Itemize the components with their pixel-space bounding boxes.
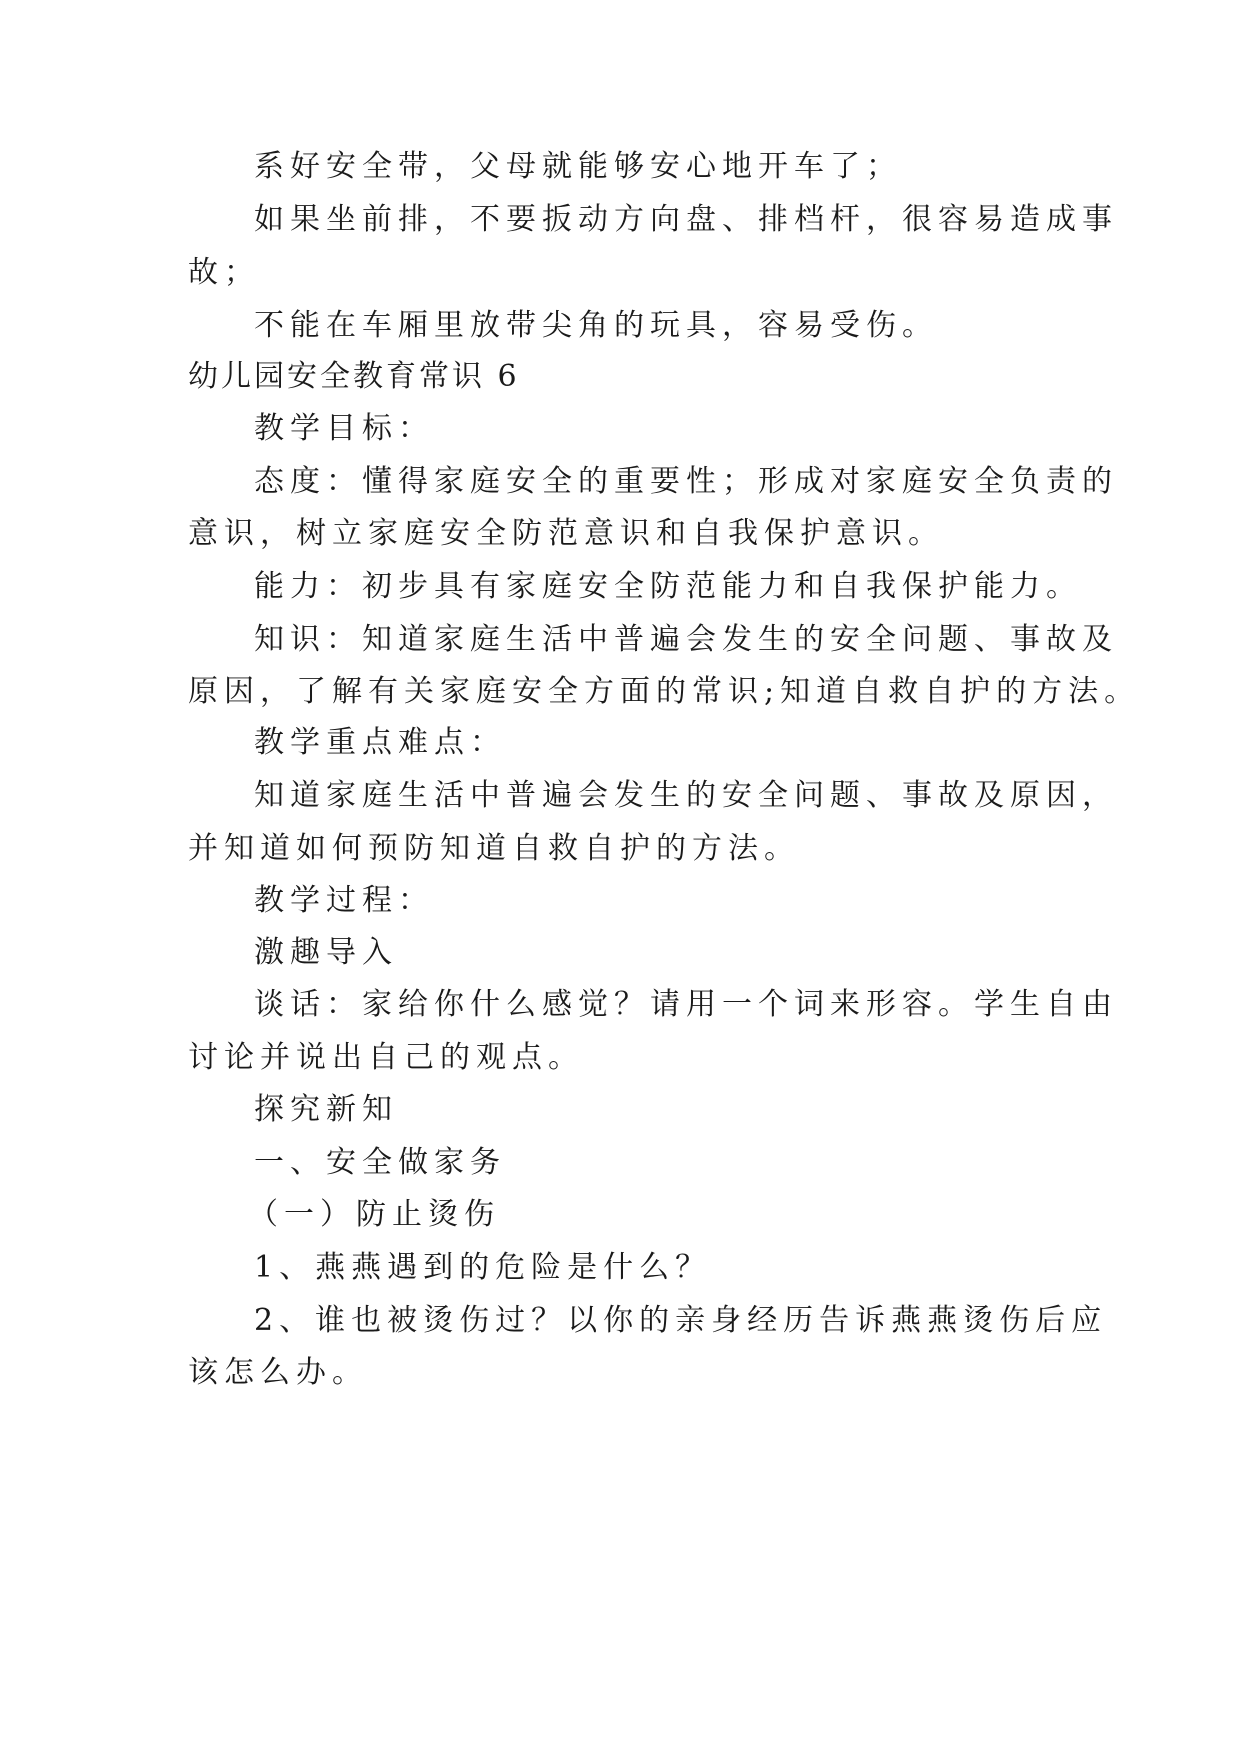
paragraph-line: 1、燕燕遇到的危险是什么？ [254, 1250, 712, 1285]
paragraph-line: 原因，了解有关家庭安全方面的常识;知道自救自护的方法。 [188, 674, 1141, 709]
paragraph-line: 该怎么办。 [188, 1355, 368, 1390]
paragraph-line: 谈话：家给你什么感觉？请用一个词来形容。学生自由 [254, 987, 1118, 1022]
paragraph-line: 系好安全带，父母就能够安心地开车了； [254, 149, 902, 184]
paragraph-line: 教学重点难点： [254, 725, 506, 760]
paragraph-line: 知道家庭生活中普遍会发生的安全问题、事故及原因， [254, 778, 1118, 813]
paragraph-line: 意识，树立家庭安全防范意识和自我保护意识。 [188, 516, 944, 551]
paragraph-line: 并知道如何预防知道自救自护的方法。 [188, 831, 800, 866]
paragraph-line: 不能在车厢里放带尖角的玩具，容易受伤。 [254, 308, 938, 343]
paragraph-line: 教学过程： [254, 883, 434, 918]
paragraph-line: 一、安全做家务 [254, 1145, 506, 1180]
paragraph-line: 能力：初步具有家庭安全防范能力和自我保护能力。 [254, 569, 1082, 604]
paragraph-line: 故； [188, 255, 260, 290]
paragraph-line: 探究新知 [254, 1092, 398, 1127]
paragraph-line: 态度：懂得家庭安全的重要性；形成对家庭安全负责的 [254, 464, 1118, 499]
section-heading: 幼儿园安全教育常识 6 [188, 359, 520, 394]
paragraph-line: 如果坐前排，不要扳动方向盘、排档杆，很容易造成事 [254, 202, 1118, 237]
paragraph-line: 激趣导入 [254, 935, 398, 970]
paragraph-line: 教学目标： [254, 411, 434, 446]
paragraph-line: 知识：知道家庭生活中普遍会发生的安全问题、事故及 [254, 622, 1118, 657]
paragraph-line: 讨论并说出自己的观点。 [188, 1040, 584, 1075]
paragraph-line: （一）防止烫伤 [248, 1197, 500, 1232]
paragraph-line: 2、谁也被烫伤过？以你的亲身经历告诉燕燕烫伤后应 [254, 1303, 1108, 1338]
